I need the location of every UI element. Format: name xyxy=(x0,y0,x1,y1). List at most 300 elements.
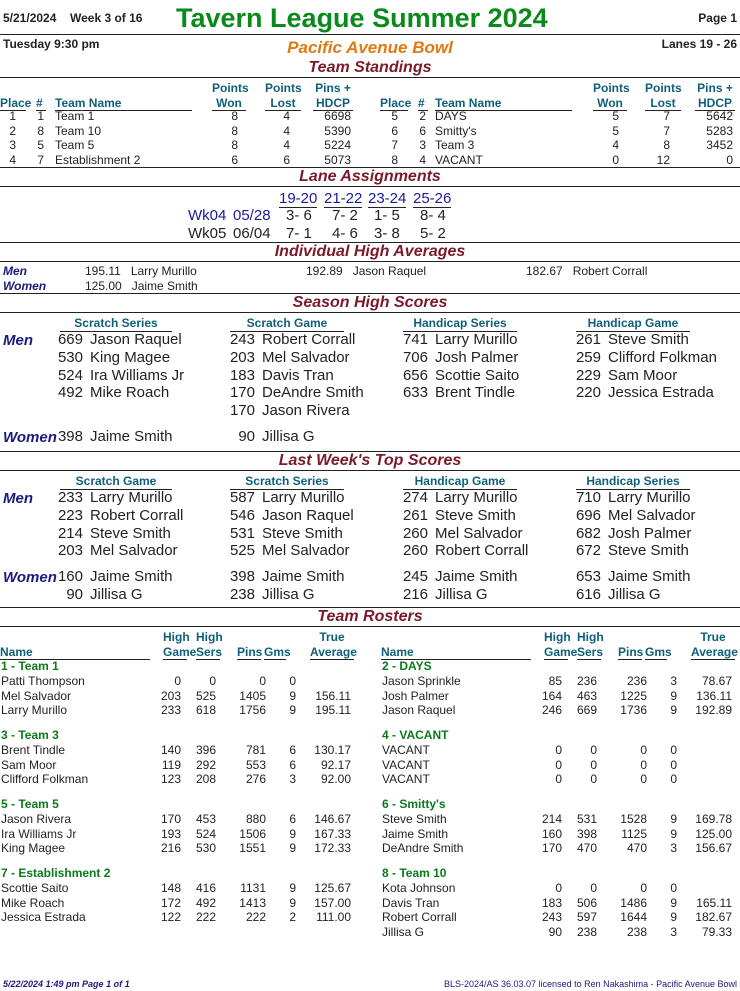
player-high-series: 0 xyxy=(590,772,597,787)
score-entry xyxy=(225,586,345,604)
player-high-game: 164 xyxy=(541,688,562,703)
season-divider xyxy=(0,312,740,313)
score-entry xyxy=(225,367,364,385)
score-entry xyxy=(53,507,183,525)
player-high-series: 463 xyxy=(576,688,597,703)
player-name: Larry Murillo xyxy=(1,703,68,718)
player-pins: 1131 xyxy=(240,881,266,895)
col-num: # xyxy=(36,96,46,111)
rosters-title: Team Rosters xyxy=(317,608,423,625)
col-lost: Lost xyxy=(265,96,301,111)
score-column xyxy=(571,489,696,560)
player-average: 195.11 xyxy=(315,703,351,718)
lastweek-women-label: Women xyxy=(3,569,57,586)
player-games: 9 xyxy=(670,812,677,826)
score-entry xyxy=(225,331,364,349)
score-column xyxy=(225,331,364,420)
player-average: 130.17 xyxy=(314,743,351,757)
roster-col-highsers-top: High xyxy=(196,630,223,644)
score-entry xyxy=(225,489,354,507)
col-won-top: Points xyxy=(593,81,630,95)
player-games: 3 xyxy=(670,841,677,856)
score-value: 682 xyxy=(575,524,601,542)
player-high-series: 492 xyxy=(195,895,216,910)
score-value: 238 xyxy=(229,585,255,603)
standing-won: 0 xyxy=(612,152,619,167)
player-name: Larry Murillo xyxy=(90,489,173,506)
col-num: # xyxy=(418,96,428,111)
player-games: 0 xyxy=(670,743,677,757)
score-entry xyxy=(398,489,528,507)
season-women-label: Women xyxy=(3,429,57,446)
player-games: 9 xyxy=(289,688,296,703)
player-average: 136.11 xyxy=(696,688,732,703)
player-average: 111.00 xyxy=(316,910,351,925)
col-place: Place xyxy=(0,96,32,110)
col-won: Won xyxy=(212,96,246,111)
avg-men-1 xyxy=(85,264,197,278)
col-pins: HDCP xyxy=(695,96,735,111)
player-pins: 0 xyxy=(640,772,647,787)
player-name: Jessica Estrada xyxy=(608,384,714,402)
lane-headers xyxy=(279,190,451,208)
player-name: Kota Johnson xyxy=(382,881,456,895)
score-entry xyxy=(398,525,528,543)
season-col-header: Scratch Game xyxy=(230,316,344,332)
score-entry xyxy=(225,542,354,560)
roster-col-name: Name xyxy=(0,645,150,660)
player-name: Clifford Folkman xyxy=(1,772,89,787)
lane-week: Wk05 xyxy=(188,225,227,242)
player-high-game: 216 xyxy=(160,841,181,856)
score-column xyxy=(53,428,173,446)
player-high-series: 222 xyxy=(195,910,216,925)
player-name: Steve Smith xyxy=(435,506,516,524)
roster-col-highsers: Sers xyxy=(196,645,223,659)
player-games: 9 xyxy=(289,881,296,895)
player-name: Jillisa G xyxy=(90,585,143,603)
player-high-series: 208 xyxy=(195,772,216,787)
score-value: 233 xyxy=(57,489,83,506)
standing-place: 6 xyxy=(391,123,398,138)
score-entry xyxy=(571,331,717,349)
player-games: 9 xyxy=(670,688,677,703)
score-value: 259 xyxy=(575,348,601,366)
player-games: 9 xyxy=(289,895,296,910)
player-name: Jason Raquel xyxy=(382,703,456,718)
score-value: 546 xyxy=(229,506,255,524)
player-name: Larry Murillo xyxy=(435,331,518,348)
player-high-game: 140 xyxy=(160,743,181,757)
player-pins: 236 xyxy=(626,674,647,688)
avg-value: 192.89 xyxy=(306,264,343,278)
player-name: Sam Moor xyxy=(1,757,57,772)
lane-header: 21-22 xyxy=(324,190,363,207)
player-name: Jaime Smith xyxy=(90,568,173,585)
standing-team: Team 10 xyxy=(55,123,102,138)
player-pins: 238 xyxy=(626,924,647,939)
standing-won: 6 xyxy=(231,152,238,167)
player-high-game: 85 xyxy=(548,674,562,688)
score-entry xyxy=(53,349,184,367)
player-high-game: 122 xyxy=(160,910,181,925)
standing-won: 8 xyxy=(231,123,238,138)
player-name: VACANT xyxy=(382,757,430,772)
score-column xyxy=(53,568,173,604)
roster-col-gms: Gms xyxy=(264,645,291,659)
standing-lost: 8 xyxy=(663,138,670,152)
score-value: 260 xyxy=(402,524,428,542)
roster-team-name: 4 - VACANT xyxy=(382,728,449,742)
standing-team: Team 5 xyxy=(55,138,95,152)
player-name: Larry Murillo xyxy=(262,489,345,506)
score-value: 531 xyxy=(229,524,255,542)
player-name: Jason Raquel xyxy=(90,331,182,348)
season-men-label: Men xyxy=(3,332,33,349)
score-value: 587 xyxy=(229,489,255,506)
score-entry xyxy=(225,428,315,446)
standing-num: 5 xyxy=(37,138,44,152)
player-high-game: 0 xyxy=(555,757,562,772)
roster-col-gms: Gms xyxy=(645,645,672,659)
player-high-series: 0 xyxy=(590,743,597,757)
roster-col-pins: Pins xyxy=(237,645,263,659)
score-entry xyxy=(571,568,691,586)
player-pins: 880 xyxy=(245,812,266,826)
player-high-series: 416 xyxy=(195,881,216,895)
player-name: Steve Smith xyxy=(262,524,343,542)
lane-date: 06/04 xyxy=(233,225,271,242)
player-average: 125.00 xyxy=(695,826,732,841)
player-games: 9 xyxy=(670,703,677,718)
lane-pair: 7- 1 xyxy=(286,225,312,242)
score-column xyxy=(225,568,345,604)
score-value: 398 xyxy=(229,568,255,585)
score-entry xyxy=(53,586,173,604)
standing-won: 4 xyxy=(612,138,619,152)
standing-lost: 6 xyxy=(283,152,290,167)
lastweek-col-header: Handicap Series xyxy=(576,474,690,490)
score-entry xyxy=(225,349,364,367)
player-name: Josh Palmer xyxy=(608,524,692,542)
player-name: Larry Murillo xyxy=(608,489,691,506)
standing-pins: 0 xyxy=(726,152,733,167)
score-entry xyxy=(398,507,528,525)
player-name: Jillisa G xyxy=(435,585,488,603)
score-entry xyxy=(225,507,354,525)
roster-team-name: 1 - Team 1 xyxy=(1,659,59,673)
player-games: 9 xyxy=(289,703,296,718)
player-pins: 781 xyxy=(245,743,266,757)
player-high-series: 470 xyxy=(576,841,597,856)
score-entry xyxy=(53,367,184,385)
score-entry xyxy=(398,384,519,402)
lastweek-col-header: Scratch Game xyxy=(60,474,172,490)
lastweek-divider xyxy=(0,470,740,471)
player-name: Steve Smith xyxy=(382,812,447,826)
lane-week: Wk04 xyxy=(188,207,227,224)
standing-num: 8 xyxy=(37,123,44,138)
player-high-game: 148 xyxy=(160,881,181,895)
player-average: 165.11 xyxy=(696,895,732,910)
standing-num: 2 xyxy=(419,109,426,123)
player-average: 157.00 xyxy=(314,895,351,910)
player-average: 146.67 xyxy=(314,812,351,826)
player-average: 92.17 xyxy=(320,757,351,772)
player-pins: 0 xyxy=(259,674,266,688)
score-column xyxy=(398,568,518,604)
player-name: Jason Raquel xyxy=(262,506,354,524)
player-pins: 1413 xyxy=(239,895,266,910)
player-games: 9 xyxy=(670,826,677,841)
score-entry xyxy=(53,384,184,402)
score-column xyxy=(53,489,183,560)
score-value: 183 xyxy=(229,366,255,384)
player-name: Robert Corrall xyxy=(262,331,356,348)
player-high-game: 183 xyxy=(541,895,562,910)
score-value: 216 xyxy=(402,585,428,603)
player-high-series: 506 xyxy=(576,895,597,910)
player-name: King Magee xyxy=(90,348,171,366)
score-entry xyxy=(398,542,528,560)
score-entry xyxy=(225,525,354,543)
player-average: 125.67 xyxy=(314,881,351,895)
col-place: Place xyxy=(380,96,412,110)
player-name: Jason Sprinkle xyxy=(382,674,461,688)
player-games: 0 xyxy=(670,757,677,772)
score-entry xyxy=(571,349,717,367)
lane-pair: 8- 4 xyxy=(420,207,446,224)
player-name: VACANT xyxy=(382,743,430,757)
score-value: 243 xyxy=(229,331,255,348)
player-name: Mel Salvador xyxy=(262,542,350,560)
player-high-series: 669 xyxy=(576,703,597,718)
avg-value: 195.11 xyxy=(85,264,121,278)
lastweek-col-header: Scratch Series xyxy=(230,474,344,490)
score-column xyxy=(571,568,691,604)
lanes-divider xyxy=(0,186,740,187)
player-average: 192.89 xyxy=(695,703,732,718)
score-value: 90 xyxy=(66,585,83,603)
standings-row xyxy=(0,124,740,138)
score-entry xyxy=(571,489,696,507)
avg-women-1 xyxy=(85,279,198,293)
player-average: 169.78 xyxy=(695,812,732,826)
player-name: Scottie Saito xyxy=(1,881,69,895)
score-value: 203 xyxy=(57,542,83,560)
standing-won: 8 xyxy=(231,109,238,123)
player-name: Ira Williams Jr xyxy=(1,826,77,841)
col-won: Won xyxy=(593,96,627,111)
roster-col-highsers: Sers xyxy=(577,645,604,659)
player-high-series: 530 xyxy=(195,841,216,856)
score-value: 616 xyxy=(575,585,601,603)
roster-col-highgame: Game xyxy=(544,645,578,659)
player-average: 172.33 xyxy=(314,841,351,856)
player-high-game: 0 xyxy=(555,743,562,757)
col-lost: Lost xyxy=(645,96,681,111)
score-entry xyxy=(398,568,518,586)
player-high-game: 233 xyxy=(160,703,181,718)
player-name: Robert Corrall xyxy=(435,542,529,560)
standing-pins: 5283 xyxy=(706,123,733,138)
score-entry xyxy=(53,568,173,586)
standing-team: VACANT xyxy=(435,152,483,167)
lastweek-col-header: Handicap Game xyxy=(403,474,517,490)
avg-name: Robert Corrall xyxy=(572,264,648,278)
standing-num: 4 xyxy=(419,152,426,167)
standing-team: Smitty's xyxy=(435,123,477,138)
score-value: 398 xyxy=(57,428,83,445)
season-title: Season High Scores xyxy=(292,294,448,311)
player-name: VACANT xyxy=(382,772,430,787)
col-pins: HDCP xyxy=(313,96,353,111)
player-games: 0 xyxy=(670,881,677,895)
score-entry xyxy=(398,586,518,604)
score-value: 656 xyxy=(402,366,428,384)
player-average: 167.33 xyxy=(314,826,351,841)
player-high-series: 531 xyxy=(576,812,597,826)
standing-won: 5 xyxy=(612,109,619,123)
standings-row xyxy=(0,138,740,152)
score-value: 260 xyxy=(402,542,428,560)
roster-col-name: Name xyxy=(381,645,531,660)
score-value: 633 xyxy=(402,384,428,402)
player-games: 9 xyxy=(289,826,296,841)
player-games: 3 xyxy=(670,924,677,939)
roster-col-highgame-top: High xyxy=(163,630,190,644)
player-high-game: 170 xyxy=(160,812,181,826)
player-name: Jaime Smith xyxy=(262,568,345,585)
standing-place: 8 xyxy=(391,152,398,167)
player-high-game: 160 xyxy=(541,826,562,841)
standing-num: 6 xyxy=(419,123,426,138)
player-name: DeAndre Smith xyxy=(382,841,464,856)
standings-row xyxy=(0,153,740,167)
lane-pair: 5- 2 xyxy=(420,225,446,242)
player-games: 3 xyxy=(670,674,677,688)
col-pins-top: Pins + xyxy=(697,81,733,95)
player-pins: 1736 xyxy=(620,703,647,718)
player-pins: 1551 xyxy=(239,841,266,856)
standing-lost: 4 xyxy=(283,109,290,123)
averages-title: Individual High Averages xyxy=(274,243,466,260)
score-value: 170 xyxy=(229,384,255,402)
player-pins: 1528 xyxy=(620,812,647,826)
player-name: Steve Smith xyxy=(90,524,171,542)
player-name: Patti Thompson xyxy=(1,674,85,688)
roster-col-avg-top: True xyxy=(319,630,345,644)
score-entry xyxy=(53,331,184,349)
score-entry xyxy=(398,367,519,385)
player-name: Mel Salvador xyxy=(435,524,523,542)
score-value: 524 xyxy=(57,366,83,384)
player-games: 0 xyxy=(670,772,677,787)
player-games: 3 xyxy=(289,772,296,787)
standing-team: DAYS xyxy=(435,109,467,123)
lastweek-title: Last Week's Top Scores xyxy=(278,452,462,469)
standing-pins: 5073 xyxy=(324,152,351,167)
report-date: 5/21/2024 xyxy=(3,11,57,25)
col-lost-top: Points xyxy=(645,81,682,95)
roster-team-name: 8 - Team 10 xyxy=(382,866,447,880)
standings-title: Team Standings xyxy=(308,59,432,76)
standing-place: 1 xyxy=(9,109,16,123)
col-team-name: Team Name xyxy=(435,96,572,111)
standing-team: Team 1 xyxy=(55,109,95,123)
player-name: Clifford Folkman xyxy=(608,348,717,366)
score-entry xyxy=(225,568,345,586)
player-games: 6 xyxy=(289,743,296,757)
score-entry xyxy=(53,428,173,446)
season-col-header: Scratch Series xyxy=(60,316,172,332)
player-average: 156.11 xyxy=(315,688,351,703)
roster-col-highsers-top: High xyxy=(577,630,604,644)
standings-row xyxy=(0,109,740,123)
avg-men-label: Men xyxy=(3,264,27,278)
score-entry xyxy=(398,349,519,367)
standing-pins: 6698 xyxy=(324,109,351,123)
score-entry xyxy=(53,525,183,543)
player-name: Mel Salvador xyxy=(90,542,178,560)
score-value: 245 xyxy=(402,568,428,585)
player-name: Brent Tindle xyxy=(435,384,516,402)
player-high-game: 0 xyxy=(174,674,181,688)
roster-team-name: 6 - Smitty's xyxy=(382,797,446,811)
player-high-game: 193 xyxy=(160,826,181,841)
lane-pair: 4- 6 xyxy=(332,225,358,242)
col-pins-top: Pins + xyxy=(315,81,351,95)
score-entry xyxy=(571,542,696,560)
player-name: Jessica Estrada xyxy=(1,910,86,925)
standing-lost: 7 xyxy=(663,109,670,123)
player-games: 9 xyxy=(289,841,296,856)
player-high-game: 246 xyxy=(541,703,562,718)
lastweek-men-label: Men xyxy=(3,490,33,507)
player-high-series: 292 xyxy=(195,757,216,772)
score-entry xyxy=(571,367,717,385)
player-high-series: 0 xyxy=(590,881,597,895)
player-average: 79.33 xyxy=(701,924,732,939)
score-entry xyxy=(571,525,696,543)
player-name: Sam Moor xyxy=(608,366,678,384)
player-name: Jillisa G xyxy=(262,585,315,603)
player-pins: 470 xyxy=(626,841,647,856)
player-name: Mike Roach xyxy=(90,384,170,402)
standings-divider xyxy=(0,77,740,78)
col-lost-top: Points xyxy=(265,81,302,95)
player-name: Ira Williams Jr xyxy=(90,366,185,384)
player-name: Jason Rivera xyxy=(262,402,350,420)
week-label: Week 3 of 16 xyxy=(70,11,143,25)
player-high-series: 524 xyxy=(195,826,216,841)
player-high-game: 119 xyxy=(161,757,181,772)
roster-team-name: 5 - Team 5 xyxy=(1,797,59,811)
standing-place: 2 xyxy=(9,123,16,138)
player-high-game: 214 xyxy=(541,812,562,826)
roster-col-avg: Average xyxy=(310,645,357,659)
player-name: Jaime Smith xyxy=(382,826,449,841)
standing-pins: 3452 xyxy=(706,138,733,152)
avg-name: Larry Murillo xyxy=(130,264,197,278)
score-value: 669 xyxy=(57,331,83,348)
season-col-header: Handicap Series xyxy=(403,316,517,332)
player-pins: 0 xyxy=(640,757,647,772)
rosters-divider xyxy=(0,626,740,627)
standing-num: 7 xyxy=(37,152,44,167)
player-pins: 0 xyxy=(640,743,647,757)
lanes-title: Lane Assignments xyxy=(299,168,441,185)
